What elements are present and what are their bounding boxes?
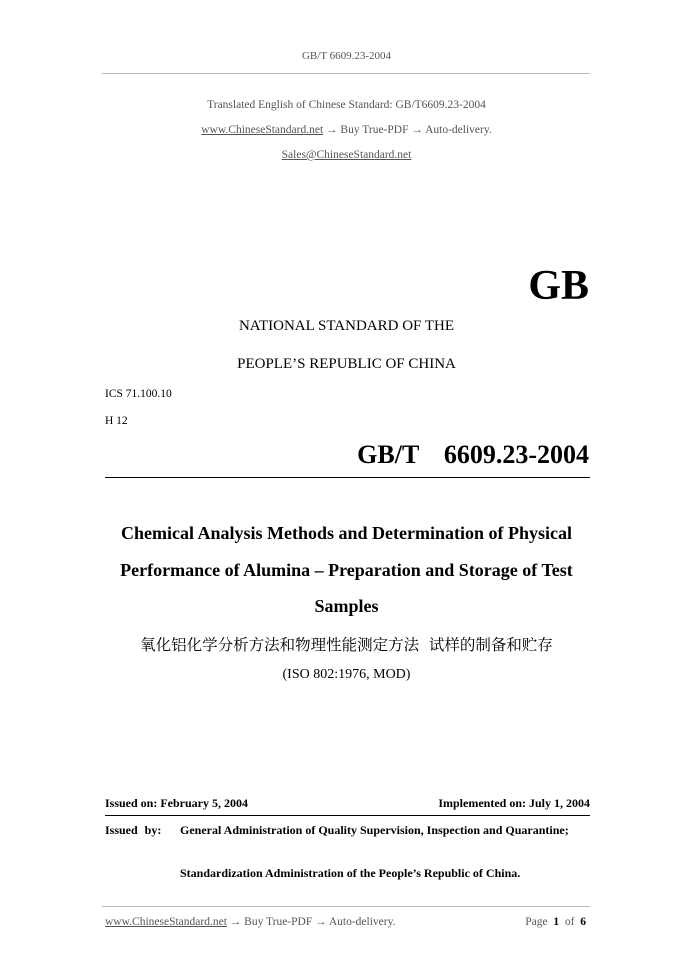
title-line-3: Samples: [314, 596, 379, 616]
page-label: Page: [525, 916, 548, 928]
page-total: 6: [580, 916, 586, 928]
title-divider: [105, 477, 590, 478]
title-line-2: Performance of Alumina – Preparation and Storage of Test: [120, 560, 573, 580]
ics-code: ICS 71.100.10: [105, 388, 172, 400]
footer-divider: [102, 906, 590, 907]
page-number: 1: [553, 916, 560, 928]
gb-logo: GB: [528, 263, 589, 309]
site-link[interactable]: www.ChineseStandard.net: [201, 124, 324, 136]
header-divider: [102, 73, 590, 74]
issue-dates: [105, 796, 590, 811]
issued-by-label: Issued by:: [105, 823, 162, 837]
title-line-1: Chemical Analysis Methods and Determination of Physical: [120, 523, 572, 543]
running-header: GB/T 6609.23-2004: [301, 50, 392, 62]
purchase-text: → Buy True-PDF → Auto-delivery.: [326, 124, 492, 136]
national-standard-line2: PEOPLE’S REPUBLIC OF CHINA: [237, 356, 456, 372]
page-indicator: [525, 916, 586, 928]
of-label: of: [564, 916, 575, 928]
sales-email-link[interactable]: Sales@ChineseStandard.net: [281, 149, 412, 161]
footer: [105, 916, 586, 928]
implemented-on: Implemented on: July 1, 2004: [438, 796, 590, 810]
standard-code: GB/T 6609.23-2004: [357, 440, 589, 469]
issuer-1: General Administration of Quality Supervision, Inspection and Quarantine;: [180, 823, 569, 837]
chinese-title: 氧化铝化学分析方法和物理性能测定方法 试样的制备和贮存: [140, 636, 553, 654]
sales-line: [0, 149, 693, 161]
issuer-2: Standardization Administration of the People’s Republic of China.: [180, 866, 521, 880]
issue-divider: [105, 815, 590, 816]
translation-note: Translated English of Chinese Standard: GB/T6609.23-2004: [207, 99, 486, 111]
footer-purchase-text: → Buy True-PDF → Auto-delivery.: [229, 916, 396, 928]
footer-site-link[interactable]: www.ChineseStandard.net: [105, 916, 227, 928]
purchase-line: [0, 124, 693, 136]
national-standard-line1: NATIONAL STANDARD OF THE: [238, 318, 455, 334]
iso-reference: (ISO 802:1976, MOD): [282, 667, 411, 682]
issued-on: Issued on: February 5, 2004: [105, 796, 249, 810]
classification-code: H 12: [105, 415, 128, 427]
